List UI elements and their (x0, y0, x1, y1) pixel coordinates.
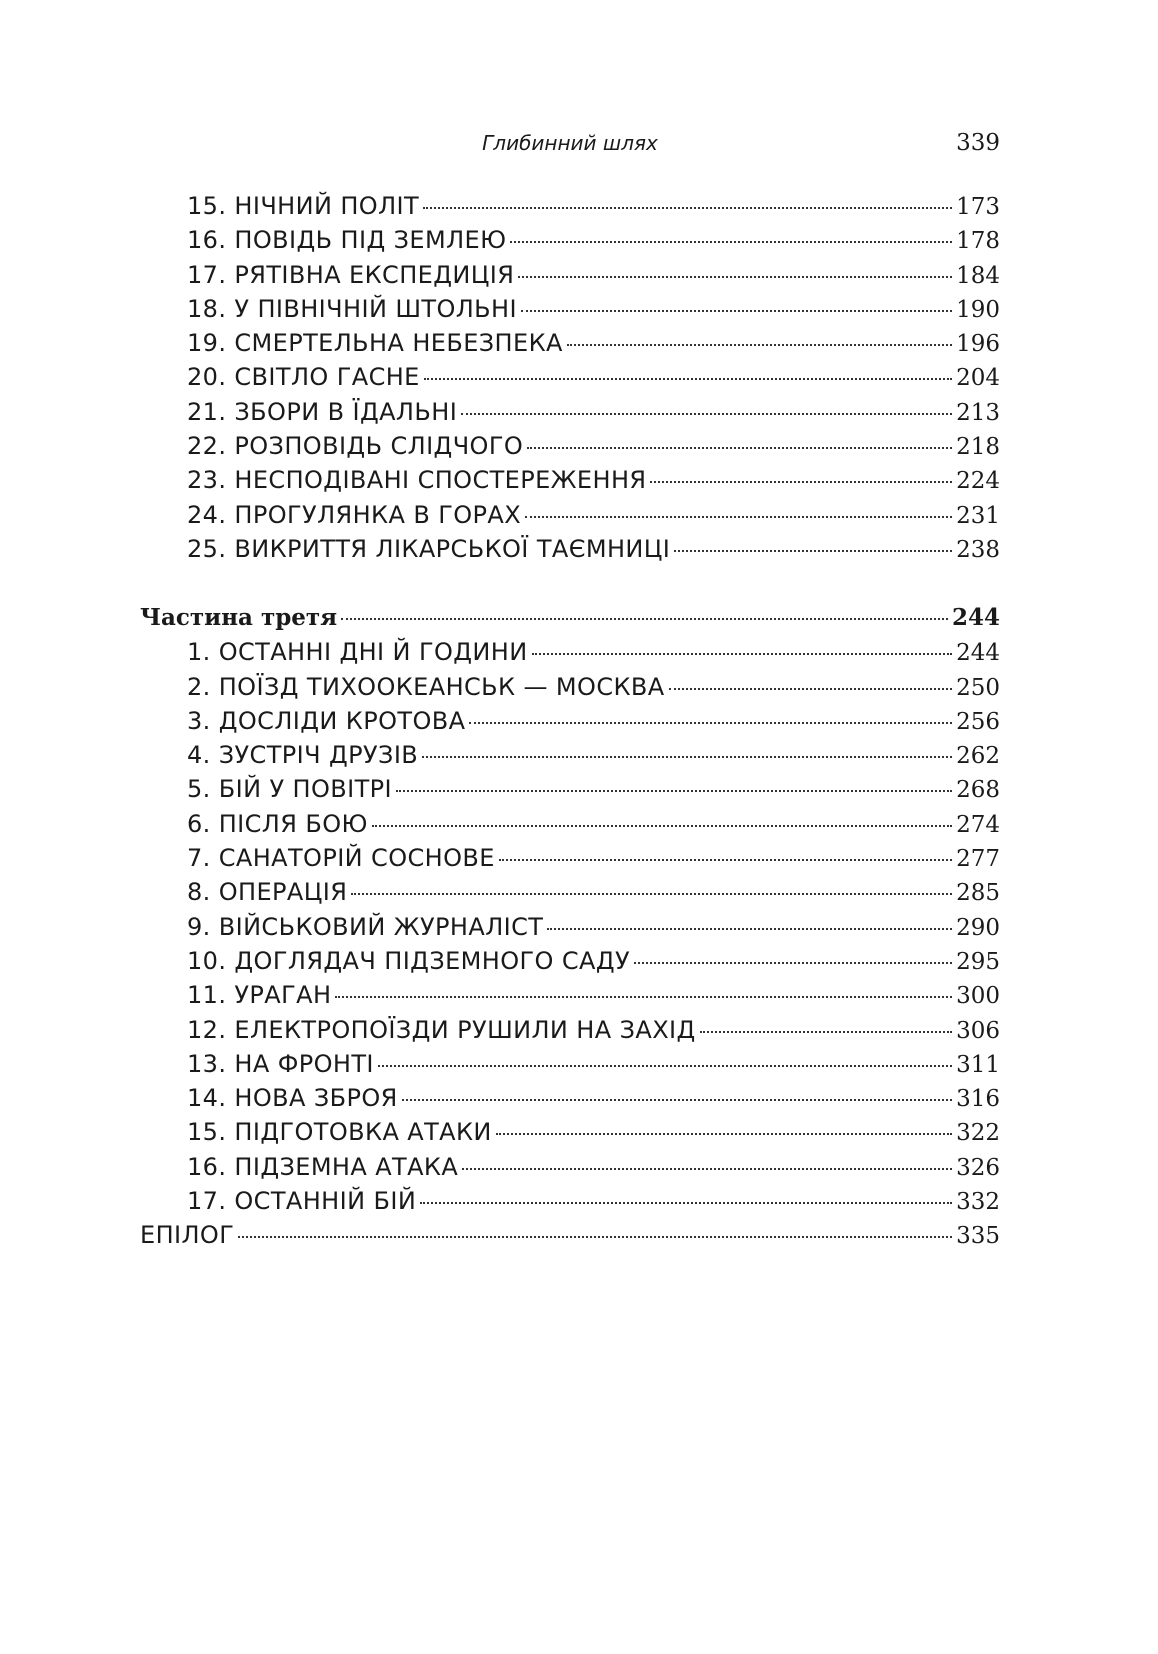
toc-part-heading (140, 604, 1000, 638)
dot-leader (422, 756, 952, 758)
dot-leader (351, 893, 952, 895)
toc-entry-page: 173 (956, 194, 1000, 220)
toc-entry-title: 21. ЗБОРИ В ЇДАЛЬНІ (187, 397, 458, 426)
dot-leader (547, 928, 952, 930)
toc-entry (140, 261, 1000, 295)
toc-entry-page: 256 (956, 708, 1000, 735)
toc-entry (140, 329, 1000, 363)
toc-entry-page: 277 (956, 846, 1000, 873)
toc-entry-title: 8. ОПЕРАЦІЯ (187, 878, 348, 907)
dot-leader (521, 310, 952, 312)
toc-entry (140, 707, 1000, 741)
dot-leader (510, 241, 952, 243)
toc-entry-page: 274 (956, 811, 1000, 838)
dot-leader (650, 481, 952, 483)
dot-leader (496, 1133, 952, 1135)
dot-leader (669, 688, 952, 690)
toc-entry-page: 326 (956, 1154, 1000, 1181)
dot-leader (238, 1236, 952, 1238)
toc-entry-page: 332 (956, 1189, 1000, 1216)
toc-entry-title: 13. НА ФРОНТІ (187, 1049, 374, 1078)
toc-entry-title: 17. ОСТАННІЙ БІЙ (187, 1187, 417, 1216)
toc-entry (140, 810, 1000, 844)
toc-entry (140, 1016, 1000, 1050)
dot-leader (461, 413, 952, 415)
toc-entry-title: 2. ПОЇЗД ТИХООКЕАНСЬК — МОСКВА (187, 672, 665, 701)
toc-entry-page: 250 (956, 674, 1000, 701)
toc-entry-page: 190 (956, 296, 1000, 323)
toc-entry-title: 9. ВІЙСЬКОВИЙ ЖУРНАЛІСТ (187, 912, 544, 941)
toc-entry-page: 224 (956, 468, 1000, 495)
page-number: 339 (956, 130, 1000, 156)
toc-entry (140, 226, 1000, 260)
toc-entry-title: 18. У ПІВНІЧНІЙ ШТОЛЬНІ (187, 294, 517, 323)
running-head (140, 128, 1000, 158)
toc-entry (140, 775, 1000, 809)
dot-leader (423, 207, 952, 209)
toc-entry (140, 947, 1000, 981)
toc-entry-title: 6. ПІСЛЯ БОЮ (187, 809, 368, 838)
toc-entry-title: 24. ПРОГУЛЯНКА В ГОРАХ (187, 500, 522, 529)
dot-leader (420, 1202, 952, 1204)
toc-entry (140, 878, 1000, 912)
dot-leader (499, 859, 952, 861)
toc-entry-title: 3. ДОСЛІДИ КРОТОВА (187, 706, 466, 735)
toc-entry (140, 1118, 1000, 1152)
toc-entry-page: 238 (956, 536, 1000, 563)
toc-entry (140, 363, 1000, 397)
toc-entry-page: 300 (956, 983, 1000, 1010)
toc-part-title: Частина третя (140, 604, 338, 631)
dot-leader (518, 276, 952, 278)
dot-leader (462, 1168, 952, 1170)
toc-entry-title: 4. ЗУСТРІЧ ДРУЗІВ (187, 741, 419, 770)
toc-entry (140, 844, 1000, 878)
toc-entry (140, 295, 1000, 329)
toc-list-part-three (140, 604, 1000, 1256)
toc-entry (140, 466, 1000, 500)
dot-leader (525, 516, 952, 518)
toc-entry-title: 10. ДОГЛЯДАЧ ПІДЗЕМНОГО САДУ (187, 946, 631, 975)
toc-entry (140, 1153, 1000, 1187)
toc-entry-title: 19. СМЕРТЕЛЬНА НЕБЕЗПЕКА (187, 329, 563, 358)
toc-entry-page: 213 (956, 399, 1000, 426)
toc-entry-page: 231 (956, 502, 1000, 529)
toc-entry (140, 1187, 1000, 1221)
dot-leader (532, 653, 953, 655)
toc-entry-title: 23. НЕСПОДІВАНІ СПОСТЕРЕЖЕННЯ (187, 466, 647, 495)
toc-entry (140, 192, 1000, 226)
toc-entry (140, 638, 1000, 672)
toc-entry (140, 981, 1000, 1015)
toc-entry-page: 285 (956, 880, 1000, 907)
toc-entry-page: 290 (956, 914, 1000, 941)
toc-entry (140, 741, 1000, 775)
toc-entry-title: 15. НІЧНИЙ ПОЛІТ (187, 192, 420, 220)
running-title: Глибинний шлях (482, 131, 658, 155)
toc-entry-page: 316 (956, 1086, 1000, 1113)
toc-entry (140, 1050, 1000, 1084)
toc-entry-page: 184 (956, 262, 1000, 289)
toc-entry-title: 16. ПІДЗЕМНА АТАКА (187, 1152, 459, 1181)
toc-epilog-page: 335 (956, 1223, 1000, 1250)
toc-entry-page: 322 (956, 1120, 1000, 1147)
dot-leader (567, 344, 952, 346)
toc-entry (140, 432, 1000, 466)
toc-entry-title: 7. САНАТОРІЙ СОСНОВЕ (187, 844, 495, 873)
toc-epilog-title: ЕПІЛОГ (140, 1221, 235, 1250)
dot-leader (335, 996, 952, 998)
toc-entry-page: 268 (956, 777, 1000, 804)
toc-entry-page: 262 (956, 743, 1000, 770)
toc-entry-page: 218 (956, 434, 1000, 461)
toc-entry (140, 535, 1000, 569)
toc-entry-page: 244 (956, 640, 1000, 667)
toc-entry (140, 673, 1000, 707)
dot-leader (700, 1031, 952, 1033)
toc-entry-page: 196 (956, 331, 1000, 358)
toc-entry-title: 25. ВИКРИТТЯ ЛІКАРСЬКОЇ ТАЄМНИЦІ (187, 534, 671, 563)
toc-entry-title: 15. ПІДГОТОВКА АТАКИ (187, 1118, 492, 1147)
toc-list-part-two (140, 192, 1000, 569)
toc-entry-title: 17. РЯТІВНА ЕКСПЕДИЦІЯ (187, 260, 515, 289)
dot-leader (674, 550, 952, 552)
toc-part-page: 244 (951, 604, 1000, 631)
toc-entry-title: 22. РОЗПОВІДЬ СЛІДЧОГО (187, 432, 524, 461)
dot-leader (378, 1065, 952, 1067)
toc-entry-page: 306 (956, 1017, 1000, 1044)
toc-entry-page: 311 (956, 1051, 1000, 1078)
dot-leader (372, 825, 952, 827)
toc-entry-page: 178 (956, 228, 1000, 255)
toc-entry (140, 1084, 1000, 1118)
dot-leader (634, 962, 952, 964)
toc-entry (140, 913, 1000, 947)
dot-leader (402, 1099, 952, 1101)
toc-entry-page: 204 (956, 365, 1000, 392)
dot-leader (341, 618, 948, 620)
toc-epilog (140, 1221, 1000, 1255)
dot-leader (469, 722, 952, 724)
toc-entry-title: 16. ПОВІДЬ ПІД ЗЕМЛЕЮ (187, 226, 507, 255)
toc-entry-title: 1. ОСТАННІ ДНІ Й ГОДИНИ (187, 638, 528, 667)
dot-leader (424, 378, 952, 380)
toc-entry (140, 398, 1000, 432)
toc-entry (140, 501, 1000, 535)
dot-leader (527, 447, 952, 449)
toc-entry-title: 12. ЕЛЕКТРОПОЇЗДИ РУШИЛИ НА ЗАХІД (187, 1015, 696, 1044)
dot-leader (396, 790, 952, 792)
toc-entry-title: 11. УРАГАН (187, 981, 332, 1010)
toc-entry-title: 5. БІЙ У ПОВІТРІ (187, 775, 392, 804)
toc-entry-title: 14. НОВА ЗБРОЯ (187, 1084, 398, 1113)
toc-entry-title: 20. СВІТЛО ГАСНЕ (187, 363, 420, 392)
toc-entry-page: 295 (956, 948, 1000, 975)
